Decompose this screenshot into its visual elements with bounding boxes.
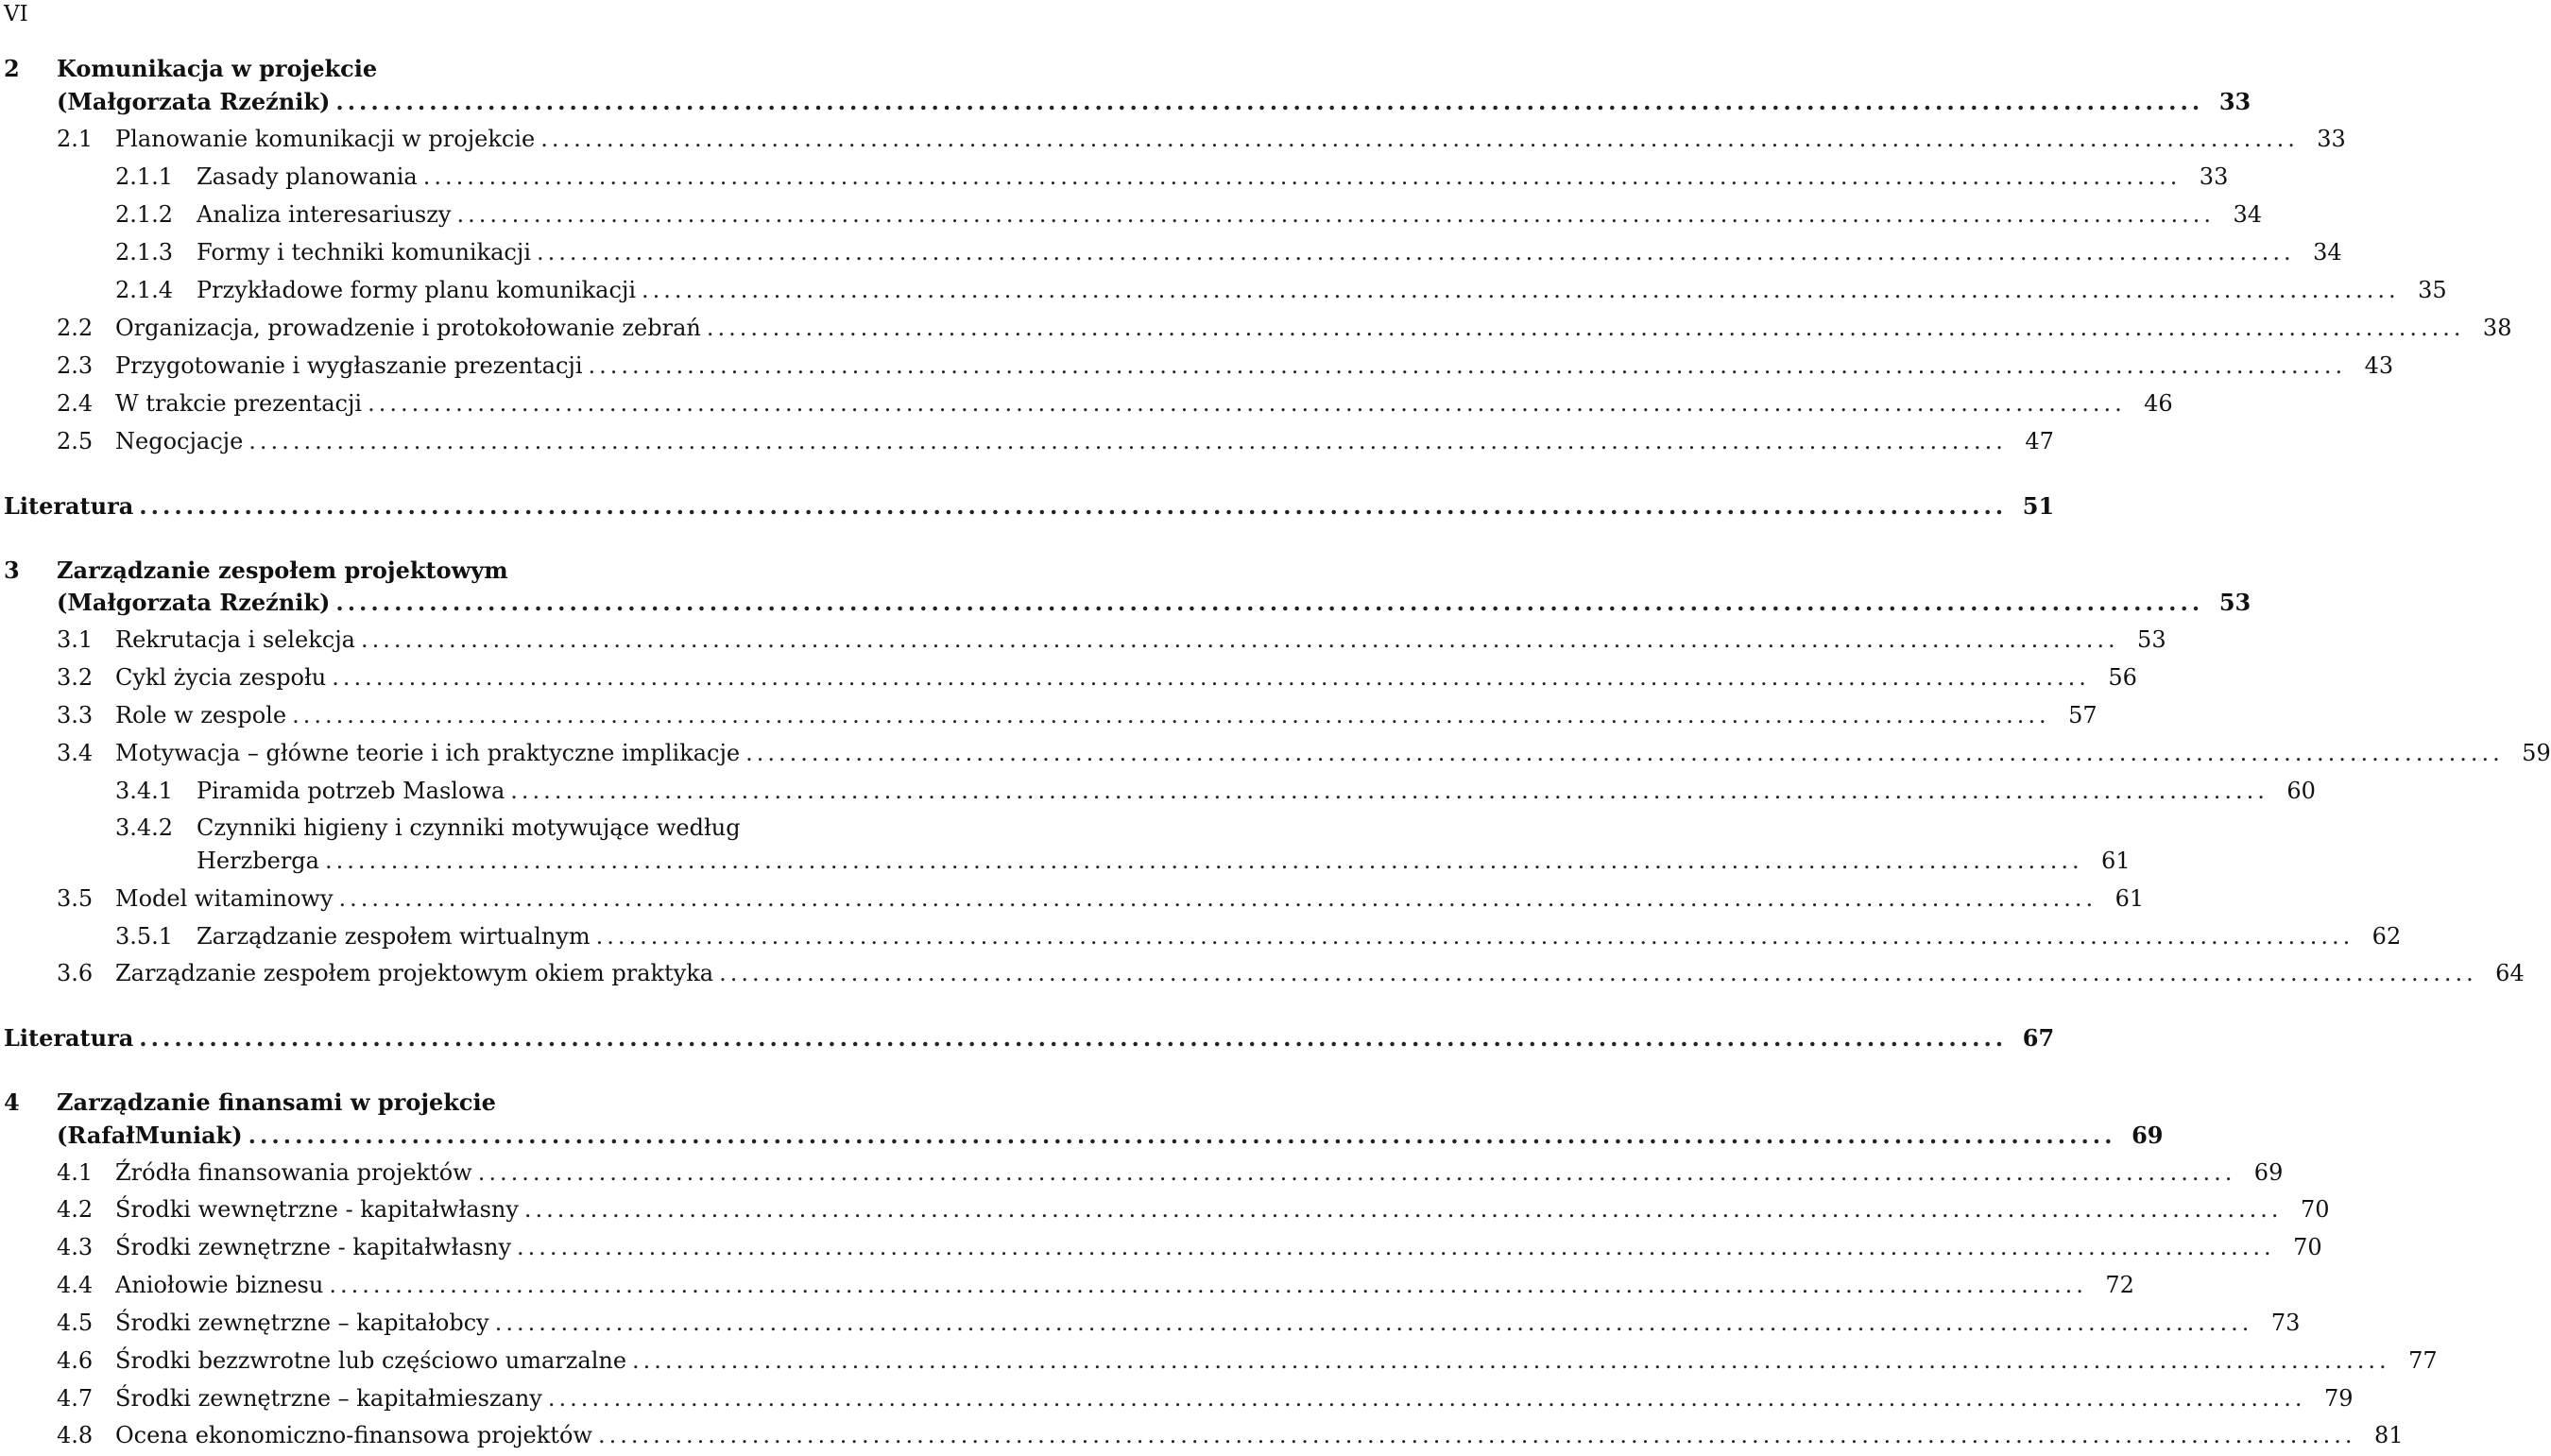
dot-leader: ................................................................................................................................................................ xyxy=(324,848,2083,874)
dot-leader: ................................................................................................................................................................ xyxy=(456,201,2216,228)
section-number: 4.8 xyxy=(57,1422,94,1448)
page-ref: 79 xyxy=(2323,1385,2354,1412)
dot-leader: ................................................................................................................................................................ xyxy=(588,352,2347,379)
section-title: Zarządzanie zespołem wirtualnym xyxy=(197,923,591,950)
chapter-title: Komunikacja w projekcie xyxy=(57,55,378,82)
toc-entry[interactable] xyxy=(4,702,2097,734)
section-number: 4.2 xyxy=(57,1196,94,1223)
chapter-author-line[interactable] xyxy=(4,589,2251,621)
page-ref: 62 xyxy=(2371,923,2402,950)
toc-entry[interactable] xyxy=(4,428,2054,460)
page-ref: 57 xyxy=(2068,702,2097,728)
dot-leader: ................................................................................................................................................................ xyxy=(477,1159,2236,1186)
dot-leader: ................................................................................................................................................................ xyxy=(719,960,2477,986)
toc-entry[interactable] xyxy=(4,626,2166,659)
toc-entry[interactable] xyxy=(4,740,2551,772)
dot-leader: ................................................................................................................................................................ xyxy=(632,1347,2390,1374)
page-ref: 69 xyxy=(2132,1122,2164,1149)
page-ref: 34 xyxy=(2313,239,2342,266)
chapter-author: (Małgorzata Rzeźnik) xyxy=(57,589,331,616)
toc-entry[interactable] xyxy=(4,163,2229,196)
page-ref: 64 xyxy=(2495,960,2525,986)
toc-entry[interactable] xyxy=(4,1159,2284,1191)
section-number: 2.2 xyxy=(57,315,94,341)
toc-entry[interactable] xyxy=(4,664,2137,696)
dot-leader: ................................................................................................................................................................ xyxy=(335,88,2204,115)
toc-entry[interactable] xyxy=(4,814,905,847)
section-title-continuation: Herzberga xyxy=(197,848,319,874)
dot-leader: ................................................................................................................................................................ xyxy=(540,126,2299,152)
page-ref: 47 xyxy=(2025,428,2054,454)
section-number: 3.5 xyxy=(57,885,94,912)
section-title: Piramida potrzeb Maslowa xyxy=(197,778,505,804)
dot-leader: ................................................................................................................................................................ xyxy=(292,702,2050,728)
section-title: Środki zewnętrzne – kapitałobcy xyxy=(115,1310,489,1336)
toc-entry[interactable] xyxy=(4,885,2145,917)
toc-entry[interactable] xyxy=(4,1196,2330,1228)
page-ref: 72 xyxy=(2105,1272,2134,1298)
section-title: Analiza interesariuszy xyxy=(197,201,452,228)
section-number: 4.7 xyxy=(57,1385,94,1412)
section-title: Środki zewnętrzne - kapitałwłasny xyxy=(115,1234,512,1260)
page-ref: 33 xyxy=(2199,163,2229,190)
section-title: Role w zespole xyxy=(115,702,287,728)
section-title: Aniołowie biznesu xyxy=(115,1272,324,1298)
dot-leader: ................................................................................................................................................................ xyxy=(706,315,2465,341)
section-number: 3.5.1 xyxy=(115,923,174,950)
page-ref: 34 xyxy=(2233,201,2263,228)
page-ref: 53 xyxy=(2137,626,2166,653)
toc-entry[interactable] xyxy=(4,277,2447,309)
dot-leader: ................................................................................................................................................................ xyxy=(523,1196,2283,1223)
toc-entry[interactable] xyxy=(4,315,2512,347)
page-ref: 35 xyxy=(2418,277,2447,303)
page-ref: 59 xyxy=(2522,740,2551,766)
dot-leader: ................................................................................................................................................................ xyxy=(494,1310,2253,1336)
literature-entry[interactable] xyxy=(4,492,2055,524)
toc-entry[interactable] xyxy=(4,1422,2404,1454)
page-ref: 60 xyxy=(2286,778,2316,804)
toc-entry[interactable] xyxy=(4,390,2173,422)
toc-entry-continuation[interactable] xyxy=(4,848,2131,880)
page-ref: 43 xyxy=(2364,352,2394,379)
page-ref: 70 xyxy=(2293,1234,2322,1260)
section-number: 2.4 xyxy=(57,390,94,417)
page-ref: 38 xyxy=(2482,315,2512,341)
dot-leader: ................................................................................................................................................................ xyxy=(338,885,2097,912)
section-title: Rekrutacja i selekcja xyxy=(115,626,355,653)
section-number: 3.6 xyxy=(57,960,94,986)
section-number: 4.6 xyxy=(57,1347,94,1374)
toc-entry[interactable] xyxy=(4,352,2394,385)
section-number: 2.1.1 xyxy=(115,163,174,190)
section-number: 2.1.4 xyxy=(115,277,174,303)
section-number: 4.1 xyxy=(57,1159,94,1186)
page-ref: 77 xyxy=(2408,1347,2438,1374)
section-title: Formy i techniki komunikacji xyxy=(197,239,531,266)
section-title: Cykl życia zespołu xyxy=(115,664,327,691)
section-title: Zasady planowania xyxy=(197,163,418,190)
section-title: Środki wewnętrzne - kapitałwłasny xyxy=(115,1196,519,1223)
chapter-heading[interactable] xyxy=(4,557,905,589)
literature-entry[interactable] xyxy=(4,1024,2055,1056)
literature-title: Literatura xyxy=(4,492,134,520)
toc-entry[interactable] xyxy=(4,239,2342,271)
dot-leader: ................................................................................................................................................................ xyxy=(517,1234,2275,1260)
chapter-heading[interactable] xyxy=(4,1088,905,1121)
section-number: 2.1.2 xyxy=(115,201,174,228)
section-title: Model witaminowy xyxy=(115,885,334,912)
page-ref: 53 xyxy=(2218,589,2251,616)
page-ref: 46 xyxy=(2144,390,2173,417)
dot-leader: ................................................................................................................................................................ xyxy=(139,492,2008,520)
dot-leader: ................................................................................................................................................................ xyxy=(335,589,2204,616)
section-title: Negocjacje xyxy=(115,428,244,454)
section-number: 3.4.1 xyxy=(115,778,174,804)
page-ref: 70 xyxy=(2300,1196,2330,1223)
dot-leader: ................................................................................................................................................................ xyxy=(537,239,2295,266)
chapter-title: Zarządzanie zespołem projektowym xyxy=(57,557,508,584)
page-ref: 61 xyxy=(2101,848,2131,874)
dot-leader: ................................................................................................................................................................ xyxy=(595,923,2354,950)
dot-leader: ................................................................................................................................................................ xyxy=(642,277,2400,303)
toc-entry[interactable] xyxy=(4,1272,2134,1304)
literature-title: Literatura xyxy=(4,1024,134,1052)
chapter-title: Zarządzanie finansami w projekcie xyxy=(57,1088,496,1116)
dot-leader: ................................................................................................................................................................ xyxy=(422,163,2182,190)
dot-leader: ................................................................................................................................................................ xyxy=(139,1024,2008,1052)
page-ref: 61 xyxy=(2114,885,2145,912)
section-number: 2.5 xyxy=(57,428,94,454)
section-number: 4.5 xyxy=(57,1310,94,1336)
chapter-author: (Małgorzata Rzeźnik) xyxy=(57,88,331,115)
toc-entry[interactable] xyxy=(4,1385,2354,1417)
toc-entry[interactable] xyxy=(4,1234,2322,1266)
section-number: 2.1.3 xyxy=(115,239,174,266)
page-ref: 73 xyxy=(2270,1310,2301,1336)
section-title: Środki bezzwrotne lub częściowo umarzalne xyxy=(115,1347,627,1374)
dot-leader: ................................................................................................................................................................ xyxy=(745,740,2504,766)
page-ref: 51 xyxy=(2022,492,2055,520)
toc-entry[interactable] xyxy=(4,778,2316,810)
toc-entry[interactable] xyxy=(4,1310,2301,1342)
dot-leader: ................................................................................................................................................................ xyxy=(360,626,2119,653)
section-number: 3.2 xyxy=(57,664,94,691)
section-number: 4.3 xyxy=(57,1234,94,1260)
section-title: Planowanie komunikacji w projekcie xyxy=(115,126,536,152)
page-number: VI xyxy=(4,2,28,26)
section-title: Źródła finansowania projektów xyxy=(115,1159,472,1186)
chapter-number: 2 xyxy=(4,55,20,82)
section-title: Przykładowe formy planu komunikacji xyxy=(197,277,637,303)
page-ref: 33 xyxy=(2218,88,2251,115)
section-title: Organizacja, prowadzenie i protokołowanie zebrań xyxy=(115,315,701,341)
section-title: Przygotowanie i wygłaszanie prezentacji xyxy=(115,352,583,379)
section-number: 2.3 xyxy=(57,352,94,379)
toc-entry[interactable] xyxy=(4,923,2402,955)
section-title: Zarządzanie zespołem projektowym okiem praktyka xyxy=(115,960,714,986)
toc-entry[interactable] xyxy=(4,960,2525,992)
page-ref: 33 xyxy=(2317,126,2346,152)
page-ref: 81 xyxy=(2374,1422,2404,1448)
section-number: 3.1 xyxy=(57,626,94,653)
chapter-author-line[interactable] xyxy=(4,88,2251,120)
toc-entry[interactable] xyxy=(4,1347,2438,1379)
section-title: Motywacja – główne teorie i ich praktyczne implikacje xyxy=(115,740,741,766)
dot-leader: ................................................................................................................................................................ xyxy=(547,1385,2306,1412)
section-number: 2.1 xyxy=(57,126,94,152)
toc-entry[interactable] xyxy=(4,201,2263,233)
section-title: Środki zewnętrzne – kapitałmieszany xyxy=(115,1385,542,1412)
chapter-number: 4 xyxy=(4,1088,20,1116)
page-ref: 56 xyxy=(2108,664,2137,691)
dot-leader: ................................................................................................................................................................ xyxy=(248,1122,2116,1149)
section-number: 3.4.2 xyxy=(115,814,174,841)
section-number: 3.3 xyxy=(57,702,94,728)
section-title: Ocena ekonomiczno-finansowa projektów xyxy=(115,1422,592,1448)
section-title: Czynniki higieny i czynniki motywujące według xyxy=(197,814,741,841)
chapter-author-line[interactable] xyxy=(4,1122,2164,1154)
chapter-heading[interactable] xyxy=(4,55,905,87)
toc-entry[interactable] xyxy=(4,126,2346,158)
section-title: W trakcie prezentacji xyxy=(115,390,363,417)
section-number: 3.4 xyxy=(57,740,94,766)
dot-leader: ................................................................................................................................................................ xyxy=(597,1422,2356,1448)
dot-leader: ................................................................................................................................................................ xyxy=(510,778,2269,804)
dot-leader: ................................................................................................................................................................ xyxy=(329,1272,2087,1298)
chapter-author: (RafałMuniak) xyxy=(57,1122,243,1149)
dot-leader: ................................................................................................................................................................ xyxy=(248,428,2007,454)
dot-leader: ................................................................................................................................................................ xyxy=(368,390,2126,417)
chapter-number: 3 xyxy=(4,557,20,584)
section-number: 4.4 xyxy=(57,1272,94,1298)
page-ref: 67 xyxy=(2022,1024,2055,1052)
dot-leader: ................................................................................................................................................................ xyxy=(332,664,2090,691)
page-ref: 69 xyxy=(2253,1159,2284,1186)
